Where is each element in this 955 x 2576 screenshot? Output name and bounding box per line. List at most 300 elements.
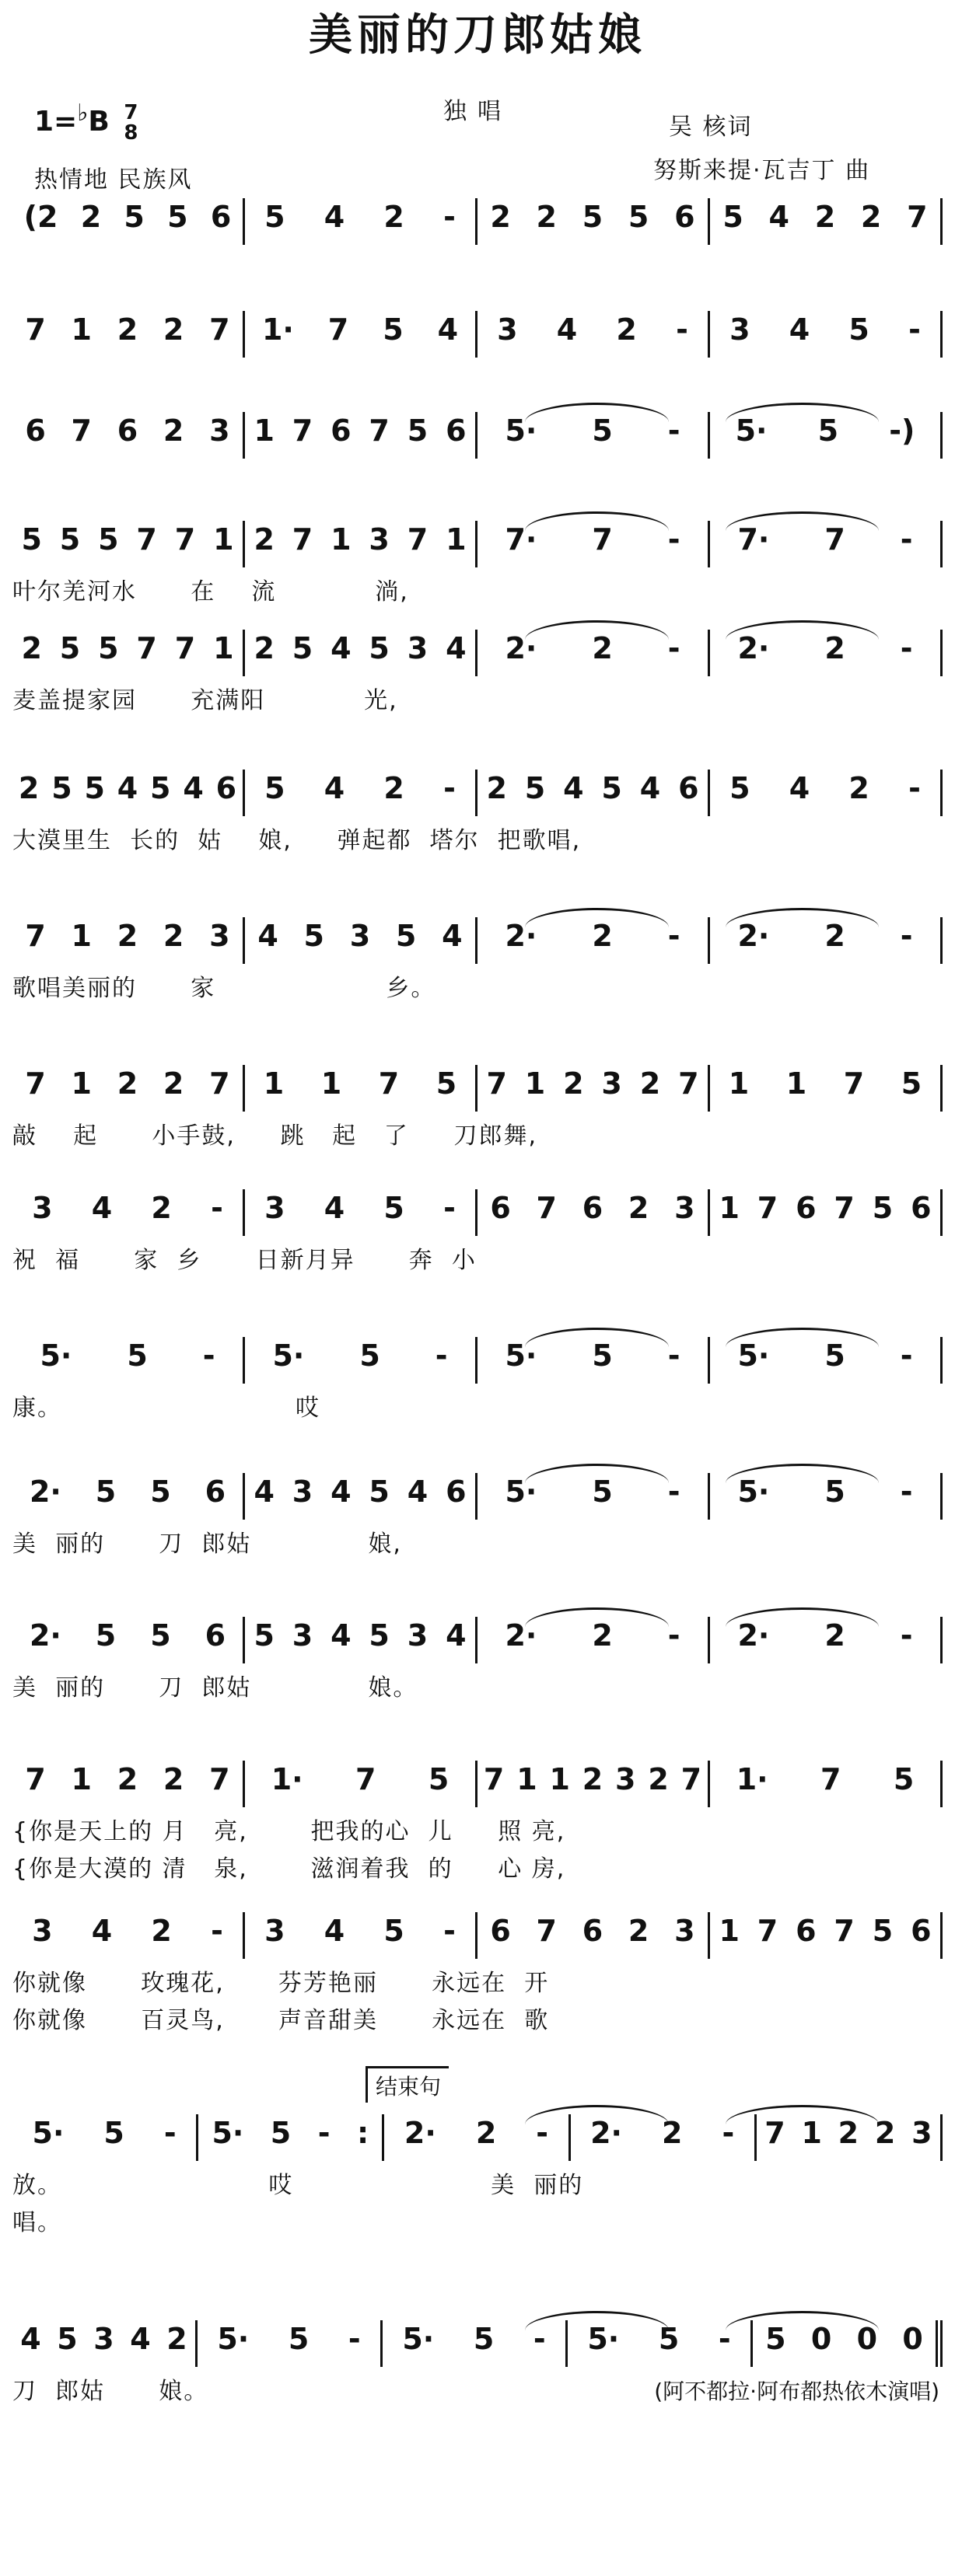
note: 5 bbox=[428, 1762, 450, 1796]
note: - bbox=[900, 1339, 913, 1373]
slur-arc bbox=[726, 2105, 878, 2124]
note: 6 bbox=[215, 771, 237, 805]
note: 4 bbox=[324, 1191, 345, 1225]
note: 5 bbox=[59, 631, 81, 665]
note: 5 bbox=[383, 1914, 404, 1948]
note: 2 bbox=[163, 414, 184, 448]
note: 5 bbox=[21, 522, 42, 557]
performance-type: 独唱 bbox=[443, 98, 512, 125]
measure bbox=[245, 1617, 475, 1654]
note: 5 bbox=[264, 200, 285, 234]
note: 5 bbox=[765, 2322, 786, 2356]
slur-arc bbox=[726, 1464, 878, 1483]
note: 7 bbox=[592, 522, 613, 557]
note: 2 bbox=[383, 771, 404, 805]
note: 1 bbox=[549, 1762, 570, 1796]
note: - bbox=[900, 919, 913, 953]
note: 2 bbox=[254, 522, 275, 557]
note: 5 bbox=[582, 200, 603, 234]
note: 7 bbox=[355, 1762, 376, 1796]
barline bbox=[940, 1617, 943, 1663]
note: - bbox=[536, 2116, 549, 2150]
measure bbox=[710, 311, 940, 348]
note: 5· bbox=[505, 1339, 537, 1373]
note: 5 bbox=[824, 1339, 845, 1373]
note: 7 bbox=[292, 414, 313, 448]
note: 5 bbox=[124, 200, 145, 234]
note: 4 bbox=[442, 919, 463, 953]
note: 5 bbox=[303, 919, 324, 953]
note: 2 bbox=[592, 919, 613, 953]
note: 3 bbox=[264, 1914, 285, 1948]
lyric-line: 刀 郎姑 娘。 bbox=[12, 2378, 209, 2405]
note: 7 bbox=[824, 522, 845, 557]
note: 3 bbox=[729, 312, 750, 347]
lyric-line: {你是天上的 月 亮, 把我的心 儿 照 亮, bbox=[12, 1818, 566, 1845]
note: 6 bbox=[446, 414, 467, 448]
slur-arc bbox=[525, 1328, 668, 1347]
slur-arc bbox=[726, 908, 878, 927]
note: 2 bbox=[163, 1762, 184, 1796]
measure bbox=[245, 1761, 475, 1798]
note: 2· bbox=[29, 1475, 61, 1509]
slur-arc bbox=[726, 2311, 878, 2330]
note: 1 bbox=[331, 522, 352, 557]
note: 6 bbox=[678, 771, 699, 805]
note: : bbox=[356, 2116, 369, 2150]
note: 2 bbox=[824, 631, 845, 665]
measure bbox=[245, 1912, 475, 1949]
measure bbox=[245, 917, 475, 955]
note: 2 bbox=[163, 919, 184, 953]
note: 0 bbox=[810, 2322, 832, 2356]
measure bbox=[12, 1473, 243, 1510]
note: 1 bbox=[785, 1066, 807, 1101]
note: 5· bbox=[737, 1339, 770, 1373]
note: 1 bbox=[516, 1762, 537, 1796]
note: 2 bbox=[860, 200, 882, 234]
note: 2 bbox=[648, 1762, 669, 1796]
note: 5 bbox=[848, 312, 869, 347]
measure bbox=[478, 311, 708, 348]
note: 5· bbox=[505, 1475, 537, 1509]
note: 5 bbox=[601, 771, 622, 805]
note: - bbox=[900, 522, 913, 557]
note: 5 bbox=[524, 771, 546, 805]
note: 4 bbox=[117, 771, 138, 805]
measure bbox=[12, 770, 243, 807]
note: 7 bbox=[174, 631, 196, 665]
note: 6 bbox=[210, 200, 232, 234]
note: 1 bbox=[719, 1191, 740, 1225]
note: 4 bbox=[331, 1618, 352, 1653]
measure bbox=[245, 1189, 475, 1227]
note: 7 bbox=[536, 1191, 557, 1225]
note: 2 bbox=[592, 631, 613, 665]
note: 7 bbox=[209, 1066, 230, 1101]
note: - bbox=[908, 771, 921, 805]
note: 2 bbox=[117, 919, 138, 953]
note: 6 bbox=[796, 1191, 817, 1225]
lyric-line: {你是大漠的 清 泉, 滋润着我 的 心 房, bbox=[12, 1855, 566, 1883]
note: 2 bbox=[639, 1066, 661, 1101]
note: 2 bbox=[874, 2116, 896, 2150]
measure bbox=[710, 198, 940, 236]
note: 5 bbox=[628, 200, 649, 234]
note: 3 bbox=[209, 414, 230, 448]
measure bbox=[12, 630, 243, 667]
note: 5· bbox=[587, 2322, 620, 2356]
note: 2 bbox=[80, 200, 102, 234]
note: - bbox=[667, 522, 680, 557]
note: 2 bbox=[536, 200, 557, 234]
note: 7 bbox=[209, 1762, 230, 1796]
note: 1 bbox=[263, 1066, 285, 1101]
lyric-line: 祝 福 家 乡 日新月异 奔 小 bbox=[12, 1247, 477, 1274]
note: 4 bbox=[789, 312, 810, 347]
note: 5· bbox=[737, 1475, 770, 1509]
note: 3 bbox=[369, 522, 390, 557]
note: - bbox=[443, 1191, 456, 1225]
note: (2 bbox=[23, 200, 58, 234]
ending-label: 结束句 bbox=[366, 2066, 449, 2103]
measure bbox=[478, 1189, 708, 1227]
barline bbox=[940, 2114, 943, 2161]
note: 5 bbox=[395, 919, 417, 953]
note: 5 bbox=[359, 1339, 380, 1373]
note: 5 bbox=[254, 1618, 275, 1653]
note: 5 bbox=[95, 1475, 117, 1509]
note: 2 bbox=[166, 2322, 187, 2356]
barline bbox=[940, 1065, 943, 1112]
note: 3 bbox=[32, 1191, 53, 1225]
note: 1· bbox=[736, 1762, 768, 1796]
note: 5 bbox=[369, 631, 390, 665]
note: 1 bbox=[213, 522, 234, 557]
measure bbox=[12, 1337, 243, 1374]
note: 2 bbox=[490, 200, 511, 234]
performer-credit: (阿不都拉·阿布都热依木演唱) bbox=[654, 2379, 939, 2404]
measure bbox=[478, 198, 708, 236]
barline bbox=[940, 311, 943, 358]
note: - bbox=[443, 200, 456, 234]
note: 5 bbox=[658, 2322, 680, 2356]
lyric-line: 你就像 玫瑰花, 芬芳艳丽 永远在 开 bbox=[12, 1970, 550, 1997]
note: 0 bbox=[856, 2322, 878, 2356]
note: 6 bbox=[911, 1914, 932, 1948]
note: 7 bbox=[680, 1762, 702, 1796]
measure bbox=[198, 2114, 382, 2152]
measure bbox=[478, 1912, 708, 1949]
note: 2· bbox=[737, 919, 770, 953]
note: 7 bbox=[407, 522, 429, 557]
note: 2 bbox=[486, 771, 507, 805]
note: 2 bbox=[151, 1191, 172, 1225]
slur-arc bbox=[525, 620, 668, 640]
note: 7 bbox=[25, 1066, 46, 1101]
note: - bbox=[667, 919, 680, 953]
note: 6 bbox=[205, 1475, 226, 1509]
note: 1 bbox=[801, 2116, 822, 2150]
note: 5 bbox=[127, 1339, 148, 1373]
note: 7 bbox=[378, 1066, 400, 1101]
note: 5 bbox=[288, 2322, 310, 2356]
measure bbox=[710, 1189, 940, 1227]
note: 5· bbox=[505, 414, 537, 448]
note: 4 bbox=[254, 1475, 275, 1509]
lyric-line: 大漠里生 长的 姑 娘, 弹起都 塔尔 把歌唱, bbox=[12, 827, 582, 854]
note: 2 bbox=[563, 1066, 584, 1101]
note-row bbox=[12, 1912, 943, 1959]
note: 3 bbox=[674, 1191, 695, 1225]
note: 7 bbox=[678, 1066, 699, 1101]
note: 3 bbox=[497, 312, 518, 347]
note: 4 bbox=[556, 312, 578, 347]
measure bbox=[710, 1065, 940, 1102]
measure bbox=[710, 770, 940, 807]
lyric-line: 美 丽的 刀 郎姑 娘, bbox=[12, 1531, 402, 1558]
measure bbox=[12, 521, 243, 558]
note: - bbox=[722, 2116, 735, 2150]
note: 2 bbox=[628, 1191, 649, 1225]
note: 2· bbox=[737, 631, 770, 665]
barline bbox=[940, 1337, 943, 1384]
note: 6 bbox=[674, 200, 695, 234]
note-row bbox=[12, 198, 943, 245]
note: 2 bbox=[475, 2116, 497, 2150]
slur-arc bbox=[525, 2311, 668, 2330]
note: 7 bbox=[136, 631, 157, 665]
note: 7 bbox=[757, 1191, 778, 1225]
note: 5 bbox=[592, 414, 613, 448]
note: 2 bbox=[117, 312, 138, 347]
note: 7 bbox=[209, 312, 230, 347]
note: 7 bbox=[136, 522, 157, 557]
note: 6 bbox=[205, 1618, 226, 1653]
measure bbox=[12, 1912, 243, 1949]
note: 6 bbox=[911, 1191, 932, 1225]
note: 5 bbox=[383, 1191, 404, 1225]
meter-bottom: 8 bbox=[124, 121, 138, 145]
note: 5 bbox=[872, 1914, 894, 1948]
measure bbox=[245, 1065, 475, 1102]
note: 5· bbox=[212, 2116, 244, 2150]
note: 5 bbox=[872, 1191, 894, 1225]
note: 4 bbox=[407, 1475, 429, 1509]
note: 4 bbox=[324, 200, 345, 234]
note: 5 bbox=[59, 522, 81, 557]
note: 4 bbox=[446, 631, 467, 665]
barline bbox=[940, 1473, 943, 1520]
note: 3 bbox=[292, 1475, 313, 1509]
note: 1 bbox=[728, 1066, 750, 1101]
note: 1 bbox=[71, 1762, 92, 1796]
note: 2· bbox=[505, 1618, 537, 1653]
note: 5 bbox=[51, 771, 72, 805]
note: 2 bbox=[838, 2116, 859, 2150]
measure bbox=[710, 1912, 940, 1949]
note: - bbox=[676, 312, 688, 347]
barline bbox=[940, 412, 943, 459]
note: 5 bbox=[103, 2116, 124, 2150]
song-title: 美丽的刀郎姑娘 bbox=[309, 9, 646, 61]
note: 1 bbox=[254, 414, 275, 448]
measure bbox=[478, 770, 708, 807]
note: 3 bbox=[407, 631, 429, 665]
note: 2 bbox=[151, 1914, 172, 1948]
note: 5 bbox=[473, 2322, 495, 2356]
note: 5· bbox=[32, 2116, 65, 2150]
note: 4 bbox=[257, 919, 278, 953]
barline bbox=[940, 770, 943, 816]
note: 7 bbox=[757, 1914, 778, 1948]
note: 5 bbox=[98, 631, 119, 665]
note: 5 bbox=[407, 414, 429, 448]
measure bbox=[12, 412, 243, 449]
note: 5 bbox=[150, 1618, 171, 1653]
note: 2 bbox=[117, 1066, 138, 1101]
note: 7 bbox=[834, 1914, 855, 1948]
measure bbox=[245, 412, 475, 449]
measure bbox=[12, 198, 243, 236]
note: - bbox=[163, 2116, 177, 2150]
measure bbox=[12, 1189, 243, 1227]
note: 2 bbox=[117, 1762, 138, 1796]
note: 5 bbox=[893, 1762, 915, 1796]
note: 4 bbox=[324, 771, 345, 805]
note: 6 bbox=[490, 1191, 511, 1225]
note: - bbox=[667, 1618, 680, 1653]
note: 3 bbox=[911, 2116, 932, 2150]
note: 7 bbox=[536, 1914, 557, 1948]
measure bbox=[12, 1761, 243, 1798]
measure bbox=[12, 1065, 243, 1102]
key-prefix: 1= bbox=[34, 106, 78, 138]
measure bbox=[478, 1065, 708, 1102]
barline bbox=[940, 1912, 943, 1959]
note: 4 bbox=[130, 2322, 151, 2356]
note: 3 bbox=[32, 1914, 53, 1948]
note: -) bbox=[889, 414, 915, 448]
note: 2· bbox=[590, 2116, 622, 2150]
note: 2· bbox=[505, 631, 537, 665]
note: 2 bbox=[254, 631, 275, 665]
barline bbox=[940, 1189, 943, 1236]
note: 2 bbox=[824, 919, 845, 953]
measure bbox=[12, 311, 243, 348]
note: 5 bbox=[167, 200, 188, 234]
measure bbox=[245, 1473, 475, 1510]
note: 1· bbox=[271, 1762, 303, 1796]
slur-arc bbox=[726, 1328, 878, 1347]
barline bbox=[936, 2320, 943, 2367]
note: 5 bbox=[57, 2322, 78, 2356]
note: - bbox=[667, 414, 680, 448]
lyric-line: 你就像 百灵鸟, 声音甜美 永远在 歌 bbox=[12, 2007, 550, 2034]
note: 2 bbox=[814, 200, 836, 234]
lyric-line: 唱。 bbox=[12, 2209, 62, 2236]
note: 5 bbox=[95, 1618, 117, 1653]
note: 7 bbox=[907, 200, 928, 234]
note: - bbox=[900, 1618, 913, 1653]
measure bbox=[12, 2114, 196, 2152]
note: - bbox=[435, 1339, 448, 1373]
note: 2 bbox=[163, 1066, 184, 1101]
composer-credit: 努斯来提·瓦吉丁 曲 bbox=[653, 157, 871, 184]
slur-arc bbox=[525, 1464, 668, 1483]
note: 2 bbox=[848, 771, 869, 805]
note: 5 bbox=[436, 1066, 457, 1101]
note: 5 bbox=[722, 200, 743, 234]
note: 6 bbox=[490, 1914, 511, 1948]
note: 0 bbox=[902, 2322, 923, 2356]
note: - bbox=[718, 2322, 731, 2356]
note: 5· bbox=[272, 1339, 305, 1373]
note: 1 bbox=[320, 1066, 342, 1101]
note: 5· bbox=[735, 414, 768, 448]
note: 2· bbox=[29, 1618, 61, 1653]
measure bbox=[12, 917, 243, 955]
note: 1 bbox=[213, 631, 234, 665]
note: 2 bbox=[592, 1618, 613, 1653]
slur-arc bbox=[525, 2105, 668, 2124]
note: 1 bbox=[446, 522, 467, 557]
note: - bbox=[211, 1914, 223, 1948]
note: 6 bbox=[582, 1914, 603, 1948]
note: 4 bbox=[324, 1914, 345, 1948]
note: 5 bbox=[150, 771, 171, 805]
note: 5· bbox=[40, 1339, 72, 1373]
measure bbox=[245, 1337, 475, 1374]
flat-sign: ♭ bbox=[77, 99, 89, 127]
note: - bbox=[908, 312, 921, 347]
slur-arc bbox=[726, 1607, 878, 1627]
note: 4 bbox=[639, 771, 661, 805]
note: 2 bbox=[21, 631, 42, 665]
measure bbox=[245, 630, 475, 667]
note: 5· bbox=[402, 2322, 435, 2356]
note: 7 bbox=[834, 1191, 855, 1225]
barline bbox=[940, 521, 943, 567]
note: - bbox=[533, 2322, 546, 2356]
slur-arc bbox=[726, 403, 878, 422]
note-row bbox=[12, 1065, 943, 1112]
tempo-style: 热情地 民族风 bbox=[34, 166, 193, 194]
note: 1· bbox=[261, 312, 294, 347]
note: 3 bbox=[264, 1191, 285, 1225]
note: 7 bbox=[292, 522, 313, 557]
note: 5 bbox=[150, 1475, 171, 1509]
slur-arc bbox=[525, 511, 668, 531]
note: 1 bbox=[71, 1066, 92, 1101]
note: 5 bbox=[592, 1339, 613, 1373]
note: 3 bbox=[209, 919, 230, 953]
note: 7 bbox=[25, 312, 46, 347]
note: 1 bbox=[524, 1066, 546, 1101]
note: - bbox=[211, 1191, 223, 1225]
note: 7 bbox=[483, 1762, 505, 1796]
note: 4 bbox=[437, 312, 459, 347]
note: 2 bbox=[582, 1762, 603, 1796]
note-row bbox=[12, 770, 943, 816]
slur-arc bbox=[525, 908, 668, 927]
slur-arc bbox=[525, 1607, 668, 1627]
note: 5 bbox=[84, 771, 105, 805]
note-row bbox=[12, 1761, 943, 1807]
barline bbox=[940, 917, 943, 964]
note: 4 bbox=[91, 1914, 113, 1948]
measure bbox=[245, 198, 475, 236]
